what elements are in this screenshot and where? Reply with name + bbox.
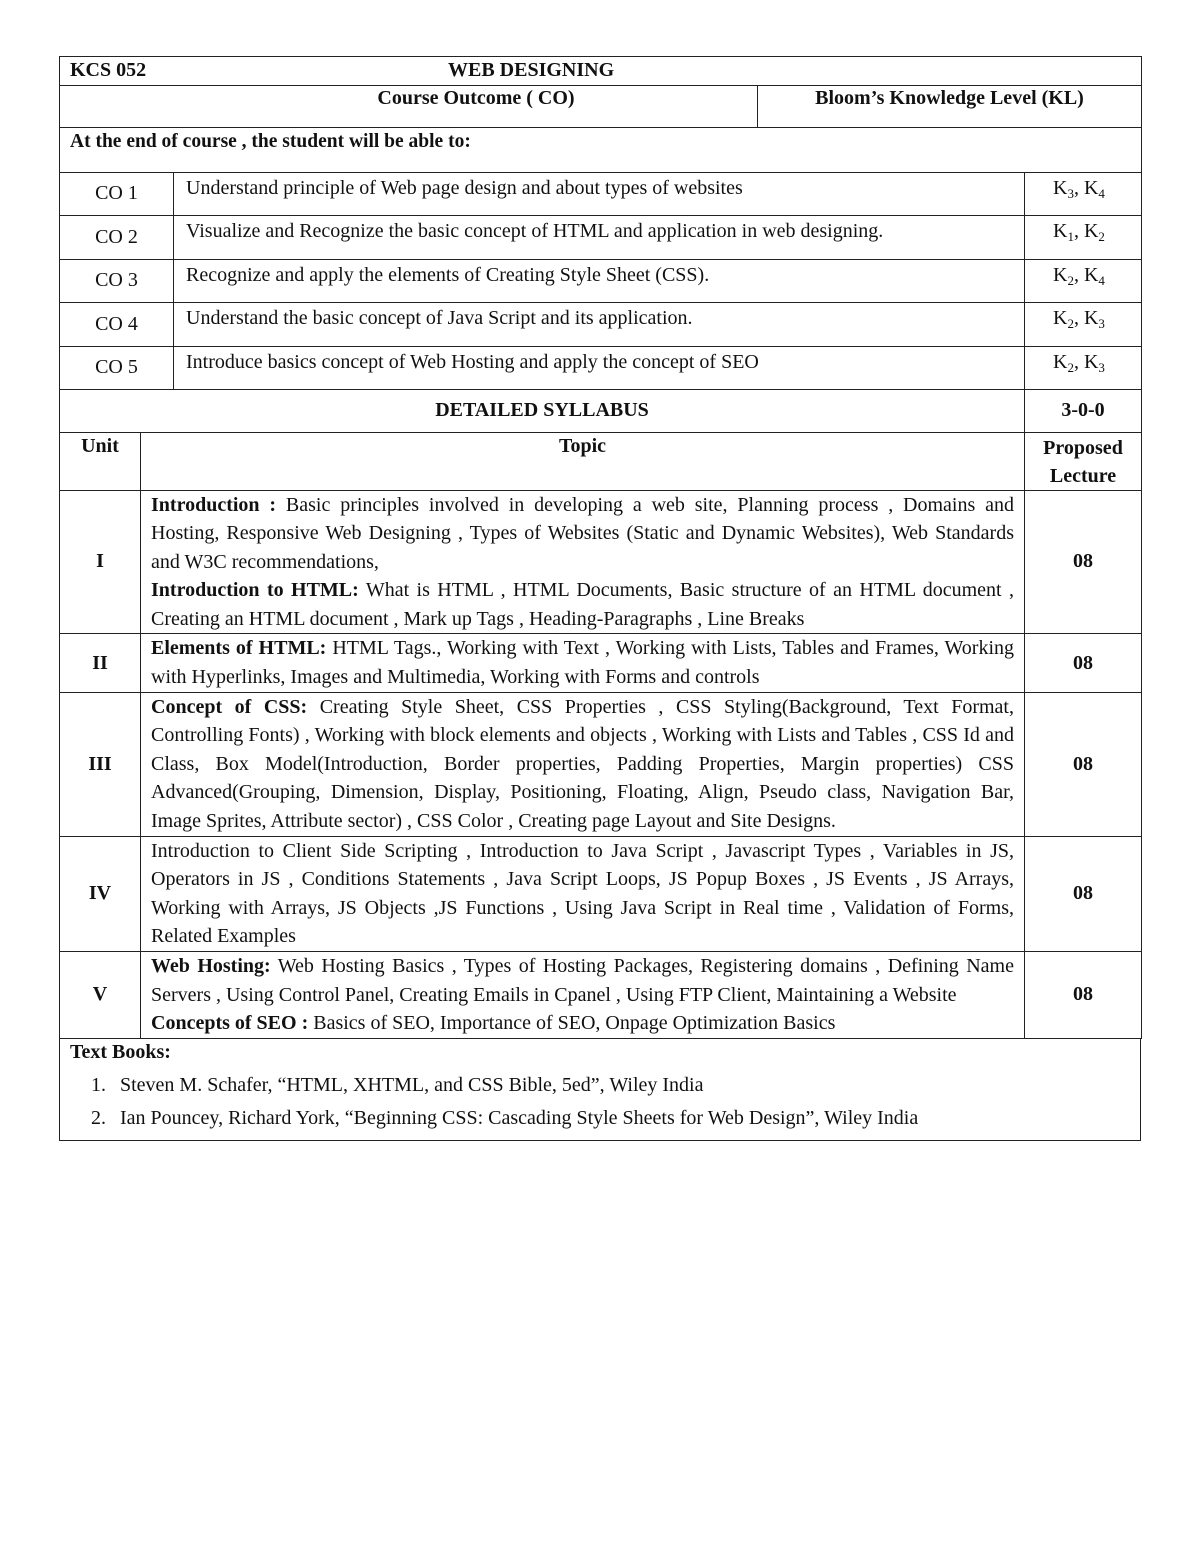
- co-id: CO 4: [60, 303, 174, 347]
- kl-sub-2: 2: [1098, 229, 1105, 244]
- unit-lectures: 08: [1025, 952, 1142, 1039]
- co-row: [60, 303, 1142, 347]
- topic-heading: Concepts of SEO :: [151, 1012, 309, 1035]
- kl-sub-2: 3: [1098, 359, 1105, 375]
- co-id: CO 2: [60, 216, 174, 260]
- unit-lectures: 08: [1025, 692, 1142, 836]
- co-row: [60, 216, 1142, 260]
- topic-paragraph: [151, 491, 1014, 577]
- topic-text: Creating Style Sheet, CSS Properties , CSS Styling(Background, Text Format, Controlling Fonts) , Working with block elements and objects , Working with Lists and Tables , CSS Id and Class, Box Model(Introduction, Border properties, Padding Properties, Margin properties) CSS Advanced(Grouping, Dimension, Display, Positioning, Floating, Align, Pseudo class, Navigation Bar, Image Sprites, Attribute sector) , CSS Color , Creating page Layout and Site Designs.: [151, 695, 1014, 833]
- text-book-title: Ian Pouncey, Richard York, “Beginning CSS: Cascading Style Sheets for Web Design”, Wiley India: [120, 1106, 919, 1129]
- kl-sub-1: 1: [1067, 229, 1074, 244]
- unit-lectures: 08: [1025, 836, 1142, 951]
- topic-paragraph: [151, 634, 1014, 691]
- topic-paragraph: [151, 576, 1014, 633]
- text-books-list: [70, 1074, 1130, 1130]
- unit-number: I: [60, 490, 141, 634]
- co-kl: $K_2$, $K_3$: [1025, 346, 1142, 390]
- intro-line: At the end of course , the student will be able to:: [60, 128, 1142, 173]
- text-book-item: [70, 1107, 1130, 1130]
- co-kl: $K_1$, $K_2$: [1025, 216, 1142, 260]
- kl-sub-1: 2: [1067, 359, 1074, 375]
- kl-sub-1: 2: [1067, 272, 1074, 288]
- course-header-table: [59, 56, 1142, 173]
- co-header-label: Course Outcome ( CO): [377, 87, 575, 109]
- topic-heading: Concept of CSS:: [151, 695, 308, 718]
- kl-header: Bloom’s Knowledge Level (KL): [758, 86, 1142, 128]
- course-outcomes-table: [59, 172, 1142, 391]
- col-lecture-header: Proposed Lecture: [1025, 432, 1142, 490]
- unit-topics: [141, 634, 1025, 692]
- topic-heading: Introduction to HTML:: [151, 579, 359, 602]
- ltp-value: 3-0-0: [1025, 389, 1142, 432]
- unit-topics: [141, 490, 1025, 634]
- co-id: CO 3: [60, 259, 174, 303]
- course-title-row: [60, 57, 1142, 86]
- co-id: CO 1: [60, 172, 174, 216]
- unit-row: [60, 634, 1142, 692]
- topic-text: Basic principles involved in developing a web site, Planning process , Domains and Hosting, Responsive Web Designing , Types of Websites (Static and Dynamic Websites), Web Standards and W3C recommendations,: [151, 493, 1014, 573]
- kl-sub-1: 3: [1067, 185, 1074, 201]
- unit-number: II: [60, 634, 141, 692]
- topic-paragraph: [151, 952, 1014, 1009]
- topic-heading: Web Hosting:: [151, 955, 271, 977]
- text-book-number: 2.: [91, 1106, 106, 1129]
- col-unit-header: Unit: [60, 432, 141, 490]
- co-text: Introduce basics concept of Web Hosting and apply the concept of SEO: [174, 346, 1025, 390]
- kl-sub-2: 4: [1098, 185, 1105, 201]
- topic-heading: Introduction :: [151, 493, 277, 516]
- topic-paragraph: [151, 837, 1014, 951]
- co-text: Recognize and apply the elements of Creating Style Sheet (CSS).: [174, 259, 1025, 303]
- topic-heading: Elements of HTML:: [151, 637, 327, 660]
- course-title: WEB DESIGNING: [448, 59, 615, 81]
- co-header: [60, 86, 758, 128]
- topic-text: Basics of SEO, Importance of SEO, Onpage Optimization Basics: [308, 1012, 836, 1035]
- detailed-syllabus-table: [59, 389, 1142, 1039]
- syllabus-sheet: [59, 56, 1141, 1141]
- text-book-title: Steven M. Schafer, “HTML, XHTML, and CSS Bible, 5ed”, Wiley India: [120, 1073, 704, 1096]
- text-book-item: [70, 1074, 1130, 1097]
- co-row: [60, 259, 1142, 303]
- text-book-number: 1.: [91, 1073, 106, 1096]
- unit-row: [60, 490, 1142, 634]
- topic-text: HTML Tags., Working with Text , Working with Lists, Tables and Frames, Working with Hyperlinks, Images and Multimedia, Working with Forms and controls: [151, 637, 1015, 689]
- unit-number: III: [60, 692, 141, 836]
- topic-paragraph: [151, 1009, 1014, 1038]
- co-kl: $K_3$, $K_4$: [1025, 172, 1142, 216]
- topic-text: Introduction to Client Side Scripting , Introduction to Java Script , Javascript Types , Variables in JS, Operators in JS , Conditions Statements , Java Script Loops, JS Popup Boxes , JS Events , JS Arrays, Working with Arrays, JS Objects ,JS Functions , Using Java Script in Real time , Validation of Forms, Related Examples: [151, 839, 1014, 948]
- text-books-section: [59, 1039, 1141, 1141]
- unit-number: V: [60, 952, 141, 1039]
- kl-sub-1: 2: [1067, 316, 1074, 331]
- co-text: Understand the basic concept of Java Script and its application.: [174, 303, 1025, 347]
- kl-sub-2: 3: [1098, 316, 1105, 331]
- unit-row: [60, 692, 1142, 836]
- unit-number: IV: [60, 836, 141, 951]
- kl-sub-2: 4: [1098, 272, 1105, 288]
- unit-row: [60, 952, 1142, 1039]
- unit-lectures: 08: [1025, 634, 1142, 692]
- topic-text: What is HTML , HTML Documents, Basic structure of an HTML document , Creating an HTML document , Mark up Tags , Heading-Paragraphs , Line Breaks: [151, 579, 1014, 630]
- co-id: CO 5: [60, 346, 174, 390]
- course-code: KCS 052: [70, 59, 147, 81]
- co-text: Visualize and Recognize the basic concept of HTML and application in web designing.: [174, 216, 1025, 260]
- co-kl: $K_2$, $K_3$: [1025, 303, 1142, 347]
- co-kl: $K_2$, $K_4$: [1025, 259, 1142, 303]
- topic-text: Web Hosting Basics , Types of Hosting Packages, Registering domains , Defining Name Servers , Using Control Panel, Creating Emails in Cpanel , Using FTP Client, Maintaining a Website: [151, 955, 1014, 1006]
- topic-paragraph: [151, 693, 1014, 836]
- unit-lectures: 08: [1025, 490, 1142, 634]
- co-row: [60, 346, 1142, 390]
- syllabus-title: DETAILED SYLLABUS: [60, 389, 1025, 432]
- col-topic-header: Topic: [141, 432, 1025, 490]
- unit-row: [60, 836, 1142, 951]
- text-books-heading: Text Books:: [70, 1040, 171, 1063]
- unit-topics: [141, 952, 1025, 1039]
- co-row: [60, 172, 1142, 216]
- unit-topics: [141, 836, 1025, 951]
- co-text: Understand principle of Web page design and about types of websites: [174, 172, 1025, 216]
- unit-topics: [141, 692, 1025, 836]
